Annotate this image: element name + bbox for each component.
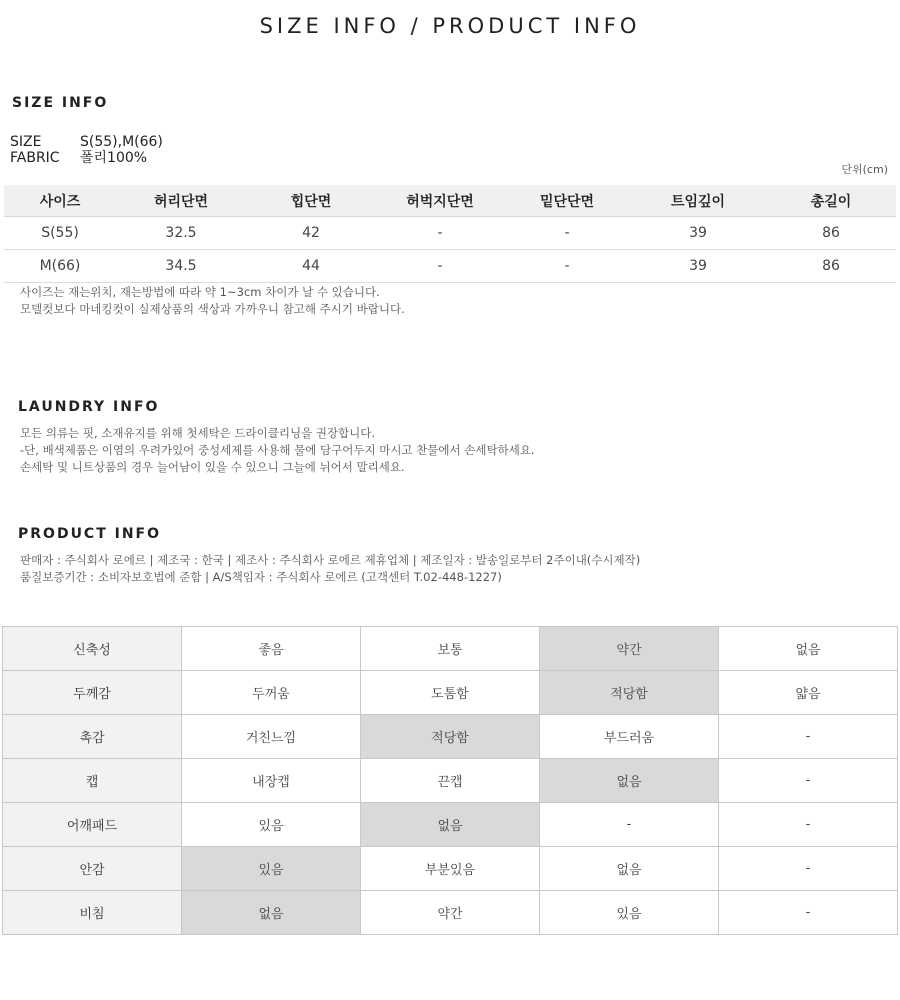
attribute-option: - bbox=[540, 803, 719, 847]
attribute-option: 두꺼움 bbox=[182, 671, 361, 715]
table-cell: 42 bbox=[246, 217, 376, 250]
attribute-option: 얇음 bbox=[719, 671, 898, 715]
attribute-option: - bbox=[719, 715, 898, 759]
table-row bbox=[4, 250, 896, 283]
attribute-label: 촉감 bbox=[3, 715, 182, 759]
attribute-option: 없음 bbox=[540, 847, 719, 891]
size-spec bbox=[10, 134, 163, 150]
attribute-option: 보통 bbox=[361, 627, 540, 671]
table-cell: - bbox=[376, 250, 504, 283]
table-cell: 39 bbox=[630, 250, 766, 283]
table-row bbox=[4, 217, 896, 250]
product-info-heading: PRODUCT INFO bbox=[18, 526, 162, 542]
size-note-line: 모델컷보다 마네킹컷이 실제상품의 색상과 가까우니 참고해 주시기 바랍니다. bbox=[20, 302, 405, 316]
fabric-spec bbox=[10, 150, 147, 166]
attribute-option: 없음 bbox=[540, 759, 719, 803]
attribute-row bbox=[3, 891, 898, 935]
table-cell: 39 bbox=[630, 217, 766, 250]
laundry-notes bbox=[20, 425, 535, 476]
attribute-option: 약간 bbox=[361, 891, 540, 935]
attribute-row bbox=[3, 759, 898, 803]
attribute-option: 없음 bbox=[182, 891, 361, 935]
attribute-option: 적당함 bbox=[540, 671, 719, 715]
attribute-label: 캡 bbox=[3, 759, 182, 803]
attribute-row bbox=[3, 847, 898, 891]
column-header: 총길이 bbox=[766, 185, 896, 217]
page-title: SIZE INFO / PRODUCT INFO bbox=[259, 14, 641, 38]
table-cell: 34.5 bbox=[116, 250, 246, 283]
table-cell: - bbox=[504, 250, 630, 283]
table-cell: S(55) bbox=[4, 217, 116, 250]
attribute-row bbox=[3, 803, 898, 847]
product-notes bbox=[20, 552, 640, 586]
table-cell: 32.5 bbox=[116, 217, 246, 250]
attribute-row bbox=[3, 627, 898, 671]
column-header: 허리단면 bbox=[116, 185, 246, 217]
product-attribute-table bbox=[2, 626, 898, 935]
attribute-option: - bbox=[719, 891, 898, 935]
table-cell: - bbox=[504, 217, 630, 250]
attribute-row bbox=[3, 671, 898, 715]
column-header: 힙단면 bbox=[246, 185, 376, 217]
attribute-option: - bbox=[719, 803, 898, 847]
attribute-option: 부드러움 bbox=[540, 715, 719, 759]
column-header: 사이즈 bbox=[4, 185, 116, 217]
laundry-info-heading: LAUNDRY INFO bbox=[18, 399, 160, 415]
attribute-label: 안감 bbox=[3, 847, 182, 891]
size-table-header-row bbox=[4, 185, 896, 217]
attribute-option: 끈캡 bbox=[361, 759, 540, 803]
attribute-option: 없음 bbox=[361, 803, 540, 847]
laundry-line: 모든 의류는 핏, 소재유지를 위해 첫세탁은 드라이클리닝을 권장합니다. bbox=[20, 426, 376, 440]
fabric-value: 폴리100% bbox=[80, 150, 148, 166]
product-line: 품질보증기간 : 소비자보호법에 준함 | A/S책임자 : 주식회사 로에르 (고객센터 T.02-448-1227) bbox=[20, 570, 502, 584]
attribute-option: 적당함 bbox=[361, 715, 540, 759]
column-header: 트임깊이 bbox=[630, 185, 766, 217]
size-value: S(55),M(66) bbox=[80, 134, 163, 150]
attribute-option: 있음 bbox=[540, 891, 719, 935]
laundry-line: -단, 배색제품은 이염의 우려가있어 중성세제를 사용해 물에 담구어두지 마시고 찬물에서 손세탁하세요. bbox=[20, 443, 535, 457]
attribute-label: 두께감 bbox=[3, 671, 182, 715]
table-cell: 86 bbox=[766, 217, 896, 250]
table-cell: M(66) bbox=[4, 250, 116, 283]
size-info-heading: SIZE INFO bbox=[12, 95, 109, 111]
size-label: SIZE bbox=[10, 134, 42, 150]
product-line: 판매자 : 주식회사 로에르 | 제조국 : 한국 | 제조사 : 주식회사 로에르 제휴업체 | 제조일자 : 발송일로부터 2주이내(수시제작) bbox=[20, 553, 641, 567]
attribute-option: 있음 bbox=[182, 847, 361, 891]
column-header: 밑단단면 bbox=[504, 185, 630, 217]
size-table bbox=[4, 185, 896, 283]
attribute-row bbox=[3, 715, 898, 759]
size-note-line: 사이즈는 재는위치, 재는방법에 따라 약 1~3cm 차이가 날 수 있습니다. bbox=[20, 285, 380, 299]
attribute-option: 도톰함 bbox=[361, 671, 540, 715]
attribute-label: 비침 bbox=[3, 891, 182, 935]
attribute-label: 어깨패드 bbox=[3, 803, 182, 847]
attribute-option: 거친느낌 bbox=[182, 715, 361, 759]
fabric-label: FABRIC bbox=[10, 150, 60, 166]
table-cell: 86 bbox=[766, 250, 896, 283]
attribute-label: 신축성 bbox=[3, 627, 182, 671]
attribute-option: - bbox=[719, 847, 898, 891]
attribute-option: - bbox=[719, 759, 898, 803]
attribute-option: 내장캡 bbox=[182, 759, 361, 803]
attribute-option: 있음 bbox=[182, 803, 361, 847]
attribute-option: 약간 bbox=[540, 627, 719, 671]
unit-note: 단위(cm) bbox=[841, 163, 888, 176]
attribute-option: 부분있음 bbox=[361, 847, 540, 891]
table-cell: - bbox=[376, 217, 504, 250]
laundry-line: 손세탁 및 니트상품의 경우 늘어남이 있을 수 있으니 그늘에 뉘어서 말리세요. bbox=[20, 460, 405, 474]
size-notes bbox=[20, 284, 405, 318]
column-header: 허벅지단면 bbox=[376, 185, 504, 217]
attribute-option: 없음 bbox=[719, 627, 898, 671]
table-cell: 44 bbox=[246, 250, 376, 283]
attribute-option: 좋음 bbox=[182, 627, 361, 671]
